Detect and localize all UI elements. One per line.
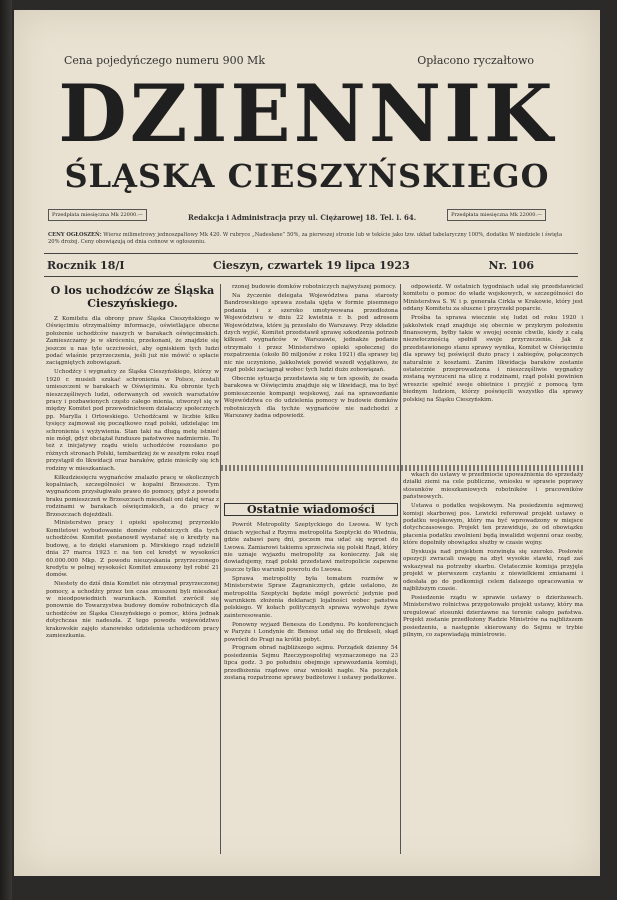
dateline-bottom-rule	[44, 276, 578, 277]
news-paragraph: wkach do ustawy w przedmiocie upoważnienia do sprzedaży działki ziemi na cele publiczne, wniosku w sprawie poprawy stosunków mieszkaniowych robotników i pracowników państwowych.	[403, 472, 583, 501]
column-divider-1	[220, 284, 221, 854]
article-uchodzcy	[46, 284, 219, 642]
subscription-box-left	[48, 213, 147, 218]
editorial-address: Redakcja i Administracja przy ul. Ciężarowej 18. Tel. l. 64.	[188, 213, 417, 222]
scanner-frame	[0, 0, 12, 900]
subscription-price-left: Przedpłata miesięczna Mk 22000.—	[48, 209, 147, 221]
volume-label: Rocznik 18/I	[47, 259, 125, 272]
news-paragraph: Posiedzenie rządu w sprawie ustawy o dzierżawach. Ministerstwo rolnictwa przygotowało projekt ustawy, który ma uregulować stosunki dzierżawne na terenie całego państwa. Projekt zostanie przedłożony Radzie Ministrów na najbliższem posiedzeniu, a następnie skierowany do Sejmu w trybie pilnym, co zapowiadają ministrowie.	[403, 595, 583, 639]
column-divider-2	[400, 284, 401, 854]
news-paragraph: Program obrad najbliższego sejmu. Porządek dzienny 54 posiedzenia Sejmu Rzeczypospolitej wyznaczonego na 23 lipca godz. 3 po południu obejmuje sprawozdania komisji, przedłożenia rządowe oraz wnioski nagłe. Na początek zostaną rozpatrzone sprawy budżetowe i ustawy podatkowe.	[224, 645, 398, 682]
news-paragraph: Ponowny wyjazd Benesza do Londynu. Po konferencjach w Paryżu i Londynie dr. Benesz udał się do Brukseli, skąd powrócił do Pragi na krótki pobyt.	[224, 621, 398, 643]
article-continuation-right	[403, 284, 583, 460]
article-headline: O los uchodźców ze Śląska Cieszyńskiego.	[50, 284, 215, 310]
article-paragraph: Prośba ta sprawa wiecznie się ludzi od roku 1920 i jakkolwiek rząd znajduje się obecnie w przykrym położeniu finansowym, byłby takie w swojej ocenie chwile, kiedy z całą niezwłocznością spełnił swoje przyrzeczenie. Jak z przedstawionego stanu sprawy wynika, Komitet w Oświęcimiu dla sprawy tej poświęcił dużo pracy i zabiegów, połączonych naturalnie z kosztami. Zanim likwidacja baraków zostanie ostatecznie przeprowadzona i nieszczęśliwie wygnańcy zostaną wyrzuceni na ulicę z rodzinami, rząd polski powinien wreszcie spełnić swoje obietnice i przyjść z pomocą tym biednym ludziom, którzy poświęcili wszystko dla sprawy polskiej na Śląsku Cieszyńskim.	[403, 315, 583, 403]
article-paragraph: Niestety do dziś dnia Komitet nie otrzymał przyrzeczonej pomocy, a uchodźcy przez ten czas zmuszeni byli mieszkać w nieodpowiednich warunkach. Komitet zwrócił się ponownie do Towarzystwa budowy domów robotniczych dla uchodźców ze Śląska Cieszyńskiego o pomoc, która jednak dotychczas nie nadeszła. Z tego powodu województwo krakowskie zajęło stanowisko udzielenia uchodźcom pracy zamieszkania.	[46, 581, 219, 640]
article-paragraph: Obecnie sytuacja przedstawia się w ten sposób, że osada barakowa w Oświęcimiu znajduje się w likwidacji, ma to być pomieszczenie kompanji wojskowej, zaś na sprawozdanie Województwa co do udzielenia pomocy w budowie domków robotniczych dla tychże wygnańców nie nadchodzi z Warszawy żadna odpowiedź.	[224, 375, 398, 419]
dateline-top-rule	[44, 253, 578, 254]
news-paragraph: Powrót Metropolity Szeptyckiego do Lwowa. W tych dniach wyjechał z Rzymu metropolita Szeptycki do Wiednia, gdzie zabawi parę dni, poczem ma udać się wprost do Lwowa. Zamiarowi takiemu sprzeciwia się polski Rząd, który nie uznaje wyjazdu metropolity za konieczny. Jak się dowiadujemy, rząd polski przedstawi metropolicie zapewne jeszcze tylko warunki powrotu do Lwowa.	[224, 522, 398, 573]
article-paragraph: Ministerstwo pracy i opieki społecznej przyrzekło Komitetowi wybudowanie domów robotniczych dla tych uchodźców. Komitet postanowił wystarać się o kredyty na budowę, a to dzięki staraniom p. Mirskiego rząd udzielił dnia 27 marca 1923 r. na ten cel kredyt w wysokości 60.000.000 Mkp. Z powodu nieuzyskania przyrzeczonego kredytu w pełnej wysokości Komitet zmuszony był robić 21 domów.	[46, 520, 219, 579]
section-heading: Ostatnie wiadomości	[224, 503, 398, 516]
article-paragraph: Na życzenie delegata Województwa pana starosty Bandrowskiego sprawa została ujęta w formie pisemnego podania i z szeroko umotywowana przedłożona Województwu w dniu 22 kwietnia r. b. pod adresem Województwa, które ją przesłało do Warszawy. Przy składzie dzych wyjść, Komitet przedstawił sprawę szkodzenia potrzeb kilkuset wygnańców w Warszawie, jednakże podanie otrzymało i przez Ministerstwo opieki społecznej do rozpatrzenia (około 80 miljonów z roku 1921) dla sprawy tej nic nie uczyniono, jakkolwiek powód wszedł wyjątkowo, że rząd polski zaciągnął wobec tych ludzi dużo zobowiązań.	[224, 292, 398, 373]
advertising-rates	[48, 232, 568, 246]
article-paragraph: Uchodźcy i wygnańcy ze Śląska Cieszyńskiego, którzy w 1920 r. musieli szukać schronienia w Polsce, zostali umieszczeni w barakach w Oświęcimiu. Ku obronie tych nieszczęśliwych ludzi, oderwanych od swoich warsztatów pracy i pozbawionych często całego mienia, utworzył się w między Komitet pod przewodnictwem działaczy społecznych pp. Marylla i Ortowskiego. Uchodźcami w liczbie kilku tysięcy zajmował się początkowo rząd polski, udzielając im schronienia i wyżywienia. Stan taki na długą metę istnieć nie mógł, gdyż obciążał fundusze państwowe nadmiernie. To też z inicjatywy rządu wielu uchodźców rozesłano po różnych stronach Polski, tembardziej że w zeszłym roku rząd przystąpił do likwidacji oraz baraków, gdzie mieściły się ich rodziny w mieszkaniach.	[46, 369, 219, 472]
issue-price: Cena pojedyńczego numeru 900 Mk	[64, 54, 265, 67]
article-paragraph: rzonej budowie domków robotniczych najwyższej pomocy.	[232, 284, 397, 290]
section-divider	[221, 465, 583, 471]
news-paragraph: Dyskusja nad projektem rozwinęła się szeroko. Posłowie opozycji zwracali uwagę na zbyt wysokie stawki, rząd zaś wskazywał na potrzeby skarbu. Ostatecznie komisja przyjęła projekt w pierwszem czytaniu z niewielkiemi zmianami i odesłała go do podkomisji celem dalszego opracowania w najbliższym czasie.	[403, 549, 583, 593]
postage-paid-note: Opłacono ryczałtowo	[417, 54, 534, 67]
newspaper-page	[14, 10, 600, 876]
advertising-rates-label: CENY OGŁOSZEŃ:	[48, 232, 102, 238]
article-paragraph: Z Komitetu dla obrony praw Śląska Cieszyńskiego w Oświęcimiu otrzymaliśmy informacje, oświetlające obecne położenie uchodźców naszych w barakach oświęcimskich. Zamieszczamy je w skróceniu, przekonani, że znajdzie się jeszcze u nas tyle uczciwości, aby ogniskiem tych ludzi podać właśnie przyrzeczenia, jeśli już nie mówić o spłacie zaciągniętych zobowiązań.	[46, 316, 219, 367]
masthead-subtitle: ŚLĄSKA CIESZYŃSKIEGO	[64, 157, 550, 195]
issue-number: Nr. 106	[488, 259, 534, 272]
masthead-title: DZIENNIK	[58, 67, 556, 160]
advertising-rates-text: Wiersz milimetrowy jednoszpaltowy Mk 420. W rubryce „Nadesłane” 50%, za pierwszej stronie lub w tekście jako tzw. układ tabelaryczny 100%, dodatku W niedziele i święta 20% drożej. Ceny obowiązują od dnia ceńnow w ogłoszeniu.	[48, 232, 563, 245]
news-paragraph: Sprawa metropolity była tematem rozmów w Ministerstwie Spraw Zagranicznych, gdzie ustalono, że metropolita Szeptycki będzie mógł powrócić jedynie pod warunkiem złożenia deklaracji lojalności wobec państwa polskiego. W kołach politycznych sprawa wywołuje żywe zainteresowanie.	[224, 575, 398, 619]
subscription-price-right: Przedpłata miesięczna Mk 22000.—	[447, 209, 546, 221]
latest-news-section	[224, 503, 398, 853]
article-continuation-middle	[224, 284, 398, 422]
subscription-box-right	[447, 213, 546, 218]
place-date-label: Cieszyn, czwartek 19 lipca 1923	[213, 259, 410, 272]
article-paragraph: Kilkudziesięciu wygnańców znalazło pracę w okolicznych kopalniach, szczególności w kopalni Brzeszcze. Tym wygnańcom przysługiwało prawo do pomocy, gdyż z powodu braku pomieszczeń w Brzeszczach mieszkali oni dalej wraz z rodzinami w barakach oświęcimskich, a do pracy w Brzeszczach dojeżdżali.	[46, 474, 219, 518]
news-continuation-right	[403, 472, 583, 854]
article-paragraph: odpowiedź. W ostatnich tygodniach udał się przedstawiciel komitetu o pomoc do władz wojskowych, w szczególności do Ministerstwa S. W. i p. generała Cirkla w Krakowie, który jest oddany Komitetu za słuszne i przyrzekł poparcie.	[403, 284, 583, 313]
news-paragraph: Ustawa o podatku wojskowym. Na posiedzeniu sejmowej komisji skarbowej pos. Lewicki referował projekt ustawy o podatku wojskowym, który ma być wprowadzony w miejsce dotychczasowego. Projekt ten przewiduje, że od obowiązku płacenia podatku zwolnieni będą inwalidzi wojenni oraz osoby, które dopełniły obowiązku służby w czasie wojny.	[403, 503, 583, 547]
